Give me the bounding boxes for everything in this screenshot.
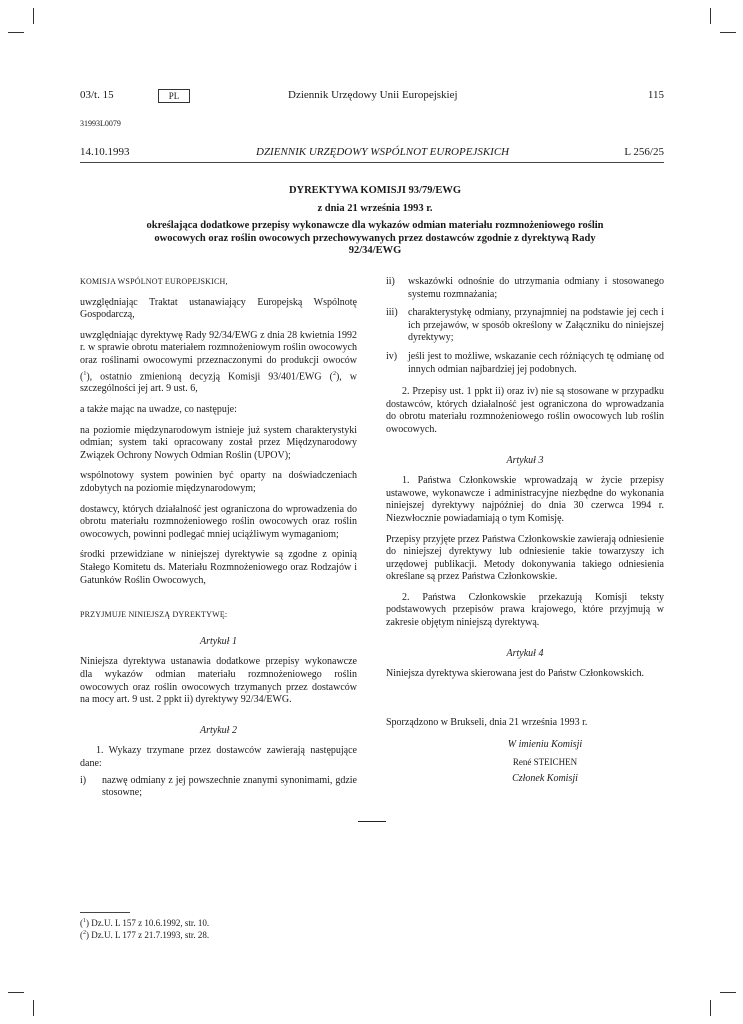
list-item-iv: iv) jeśli jest to możliwe, wskazanie cech różniących tę odmianę od innych odmian najbardziej jej podobnych. [386,350,664,375]
header-rule [80,162,664,163]
page-volume: 03/t. 15 [80,89,114,101]
crop-mark [33,8,34,24]
article-4-text: Niniejsza dyrektywa skierowana jest do Państw Członkowskich. [386,668,645,680]
list-item-iii: iii) charakterystykę odmiany, przynajmniej na podstawie jej cech i ich przejawów, w sposób określony w Załączniku do niniejszej dyrektywy; [386,307,664,344]
original-journal: DZIENNIK URZĘDOWY WSPÓLNOT EUROPEJSKICH [256,146,510,158]
article-3-title: Artykuł 3 [506,454,544,466]
left-column [80,276,357,806]
crop-mark [33,1000,34,1016]
recital-5: wspólnotowy system powinien być oparty na doświadczeniach zdobytych na poziomie międzynarodowym; [80,470,357,495]
article-3-para-1: 1. Państwa Członkowskie wprowadzają w życie przepisy ustawowe, wykonawcze i administracyjne niezbędne do wykonania niniejszej dyrektywy najpóźniej do dnia 30 czerwca 1994 r. Niezwłocznie powiadamiają o tym Komisję. [386,475,664,524]
article-1-title: Artykuł 1 [200,635,237,647]
original-date: 14.10.1993 [80,146,130,158]
right-column [386,276,664,785]
journal-title: Dziennik Urzędowy Unii Europejskiej [288,89,458,101]
document-title [130,185,620,258]
article-2-title: Artykuł 2 [200,724,237,736]
article-2-para-2: 2. Przepisy ust. 1 ppkt ii) oraz iv) nie są stosowane w przypadku dostawców, których działalność jest ograniczona do wprowadzania do obrotu materiału rozmnożeniowego roślin owocowych lub roślin owocowych. [386,386,664,435]
original-reference: L 256/25 [624,146,664,158]
adopts-heading: PRZYJMUJE NINIEJSZĄ DYREKTYWĘ: [80,610,228,620]
celex-number: 31993L0079 [80,119,121,128]
signatory-role: Członek Komisji [512,772,578,784]
recital-1: uwzględniając Traktat ustanawiający Europejską Wspólnotę Gospodarczą, [80,296,357,321]
crop-mark [8,992,24,993]
footnote-2: ($^2$) Dz.U. L 177 z 21.7.1993, str. 28. [80,930,210,940]
article-3-para-2: 2. Państwa Członkowskie przekazują Komisji teksty podstawowych przepisów prawa krajowego, które przyjmują w zakresie objętym niniejszą dyrektywą. [386,591,664,629]
title-line-2: z dnia 21 września 1993 r. [317,202,433,214]
done-at: Sporządzono w Brukseli, dnia 21 września 1993 r. [386,716,588,728]
recital-2: uwzględniając dyrektywę Rady 92/34/EWG z dnia 28 kwietnia 1992 r. w sprawie obrotu materiałem rozmnożeniowym roślin owocowych oraz roślinami owocowymi przeznaczonymi do produkcji owoców ($^1$), ostatnio zmienioną decyzją Komisji 93/401/EWG ($^2$), w szczególności jej art. 9 ust. 6, [80,329,357,395]
page-number: 115 [647,89,664,101]
list-item-i: i) nazwę odmiany z jej powszechnie znanymi synonimami, gdzie stosowne; [80,774,357,799]
signature-block [386,739,664,785]
language-badge: PL [158,89,190,103]
recital-4: na poziomie międzynarodowym istnieje już system charakterystyki odmian; system taki opracowany został przez Międzynarodowy Związek Ochrony Nowych Odmian Roślin (UPOV); [80,424,357,461]
article-3-para-1b: Przepisy przyjęte przez Państwa Członkowskie zawierają odniesienie do niniejszej dyrektywy lub odniesienie takie towarzyszy ich urzędowej publikacji. Metody dokonywania takiego odniesienia określane są przez Państwa Członkowskie. [386,533,664,583]
recital-6: dostawcy, których działalność jest ograniczona do wprowadzenia do obrotu materiału rozmnożeniowego roślin owocowych oraz roślin owocowych, powinni podlegać mniej uciążliwym wymaganiom; [80,503,357,540]
commission-heading: KOMISJA WSPÓLNOT EUROPEJSKICH, [80,277,228,286]
crop-mark [8,32,24,33]
title-line-3: określająca dodatkowe przepisy wykonawcze dla wykazów odmian materiału rozmnożeniowego roślin owocowych oraz roślin owocowych przechowywanych przez dostawców zgodnie z dyrektywą Rady 92/34/EWG [146,220,604,256]
list-item-ii: ii) wskazówki odnośnie do utrzymania odmiany i stosowanego systemu rozmnażania; [386,276,664,300]
crop-mark [720,992,736,993]
crop-mark [710,1000,711,1016]
article-2-para-1: 1. Wykazy trzymane przez dostawców zawierają następujące dane: [80,745,357,769]
footnote-1: ($^1$) Dz.U. L 157 z 10.6.1992, str. 10. [80,918,210,928]
footnote-rule [80,912,130,913]
article-1-text: Niniejsza dyrektywa ustanawia dodatkowe przepisy wykonawcze dla wykazów odmian materiału rozmnożeniowego roślin owocowych oraz roślin owocowych trzymanych przez dostawców na mocy art. 9 ust. 2 ppkt ii) dyrektywy 92/34/EWG. [80,656,357,706]
recital-7: środki przewidziane w niniejszej dyrektywie są zgodne z opinią Stałego Komitetu ds. Materiału Rozmnożeniowego oraz Rodzajów i Gatunków Roślin Owocowych, [80,549,357,586]
crop-mark [720,32,736,33]
article-4-title: Artykuł 4 [506,647,544,659]
title-line-1: DYREKTYWA KOMISJI 93/79/EWG [288,185,462,196]
crop-mark [710,8,711,24]
recital-3: a także mając na uwadze, co następuje: [80,404,237,416]
end-rule [358,821,386,822]
signatory-name: René STEICHEN [512,757,578,768]
for-commission: W imieniu Komisji [507,739,583,751]
